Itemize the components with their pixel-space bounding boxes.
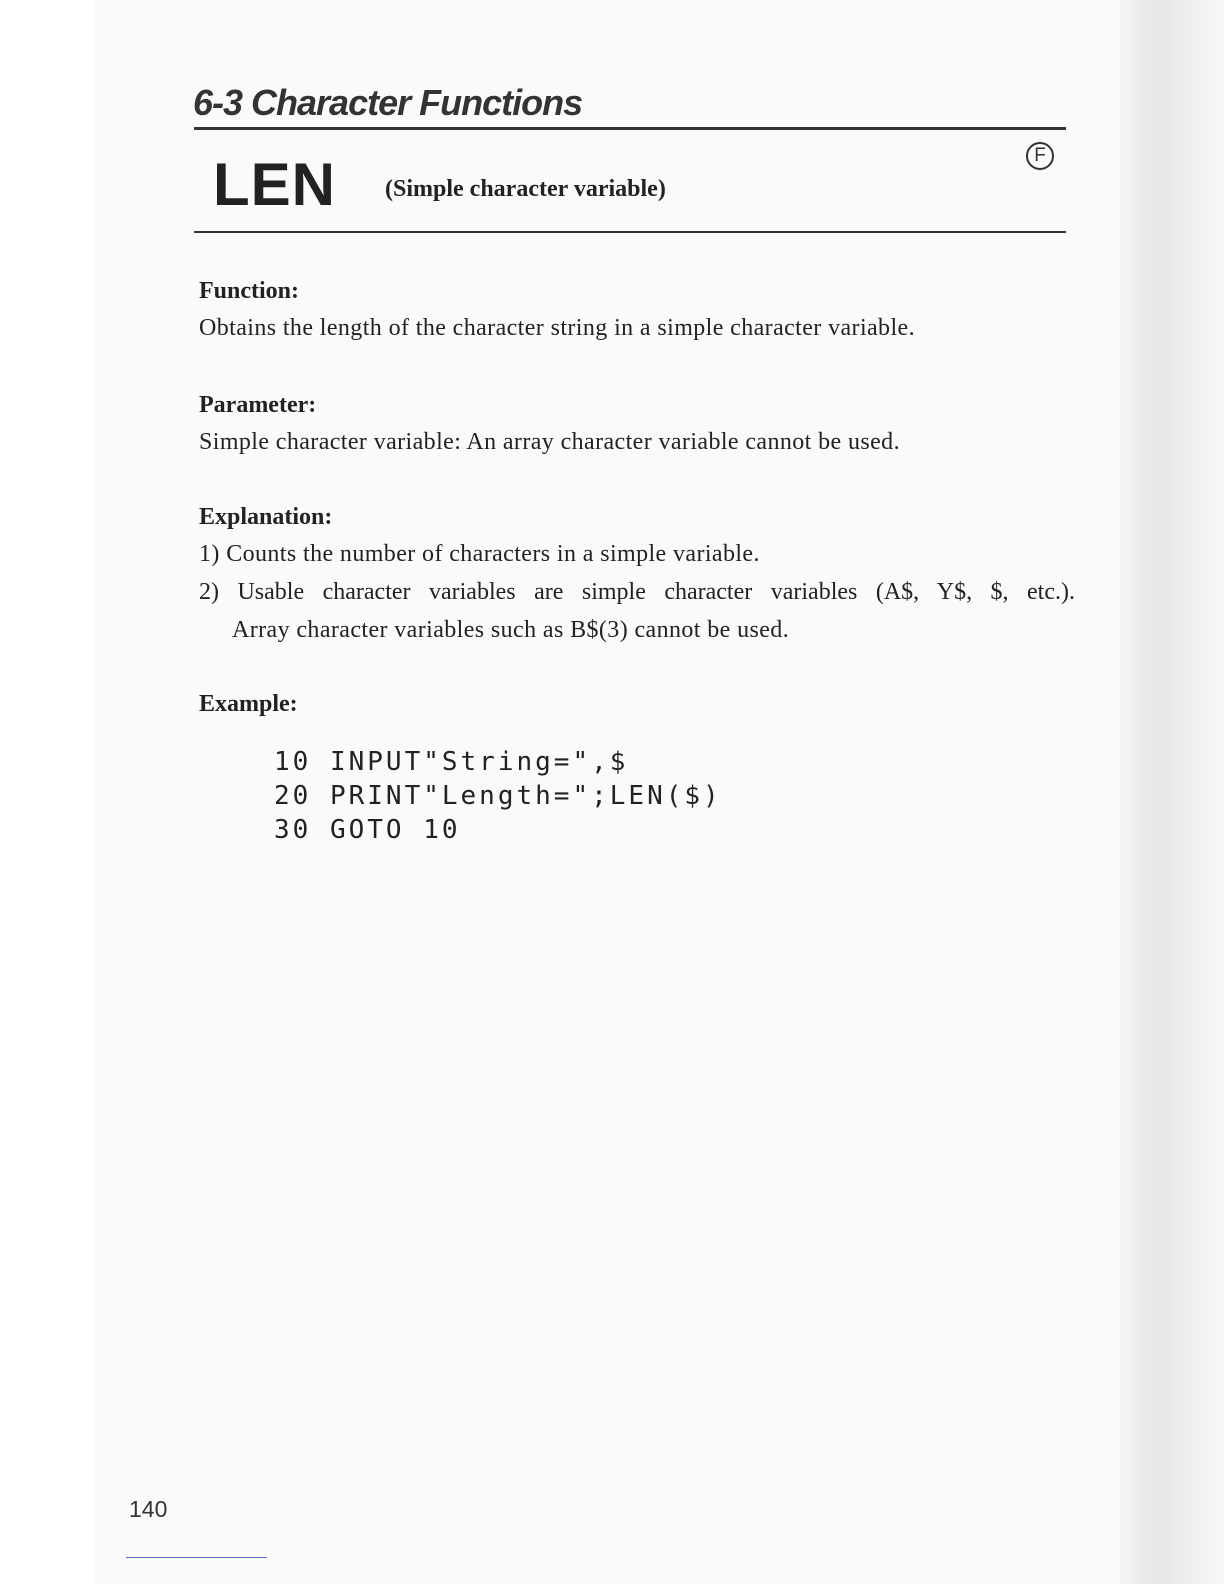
explanation-item-2: 2) Usable character variables are simple character variables (A$, Y$, $, etc.). xyxy=(199,579,1075,605)
explanation-item-2-continued: Array character variables such as B$(3) cannot be used. xyxy=(232,617,790,643)
footer-rule xyxy=(126,1557,267,1558)
page-number: 140 xyxy=(129,1496,168,1522)
function-heading: Function: xyxy=(199,278,300,304)
code-line-1: 10 INPUT"String=",$ xyxy=(274,747,629,777)
function-badge-icon: F xyxy=(1026,142,1054,170)
section-title: 6-3 Character Functions xyxy=(193,82,583,123)
header-rule-bottom xyxy=(194,231,1066,233)
code-line-2: 20 PRINT"Length=";LEN($) xyxy=(274,781,722,811)
command-description: (Simple character variable) xyxy=(385,176,666,202)
scan-margin-left xyxy=(0,0,95,1584)
scan-margin-right xyxy=(1120,0,1224,1584)
explanation-heading: Explanation: xyxy=(199,504,333,530)
function-text: Obtains the length of the character string in a simple character variable. xyxy=(199,315,915,341)
header-rule-top xyxy=(194,127,1066,130)
explanation-item-1: 1) Counts the number of characters in a simple variable. xyxy=(199,541,760,567)
parameter-text: Simple character variable: An array character variable cannot be used. xyxy=(199,429,900,455)
example-heading: Example: xyxy=(199,691,298,717)
code-line-3: 30 GOTO 10 xyxy=(274,815,461,845)
command-name: LEN xyxy=(213,151,336,218)
parameter-heading: Parameter: xyxy=(199,392,317,418)
